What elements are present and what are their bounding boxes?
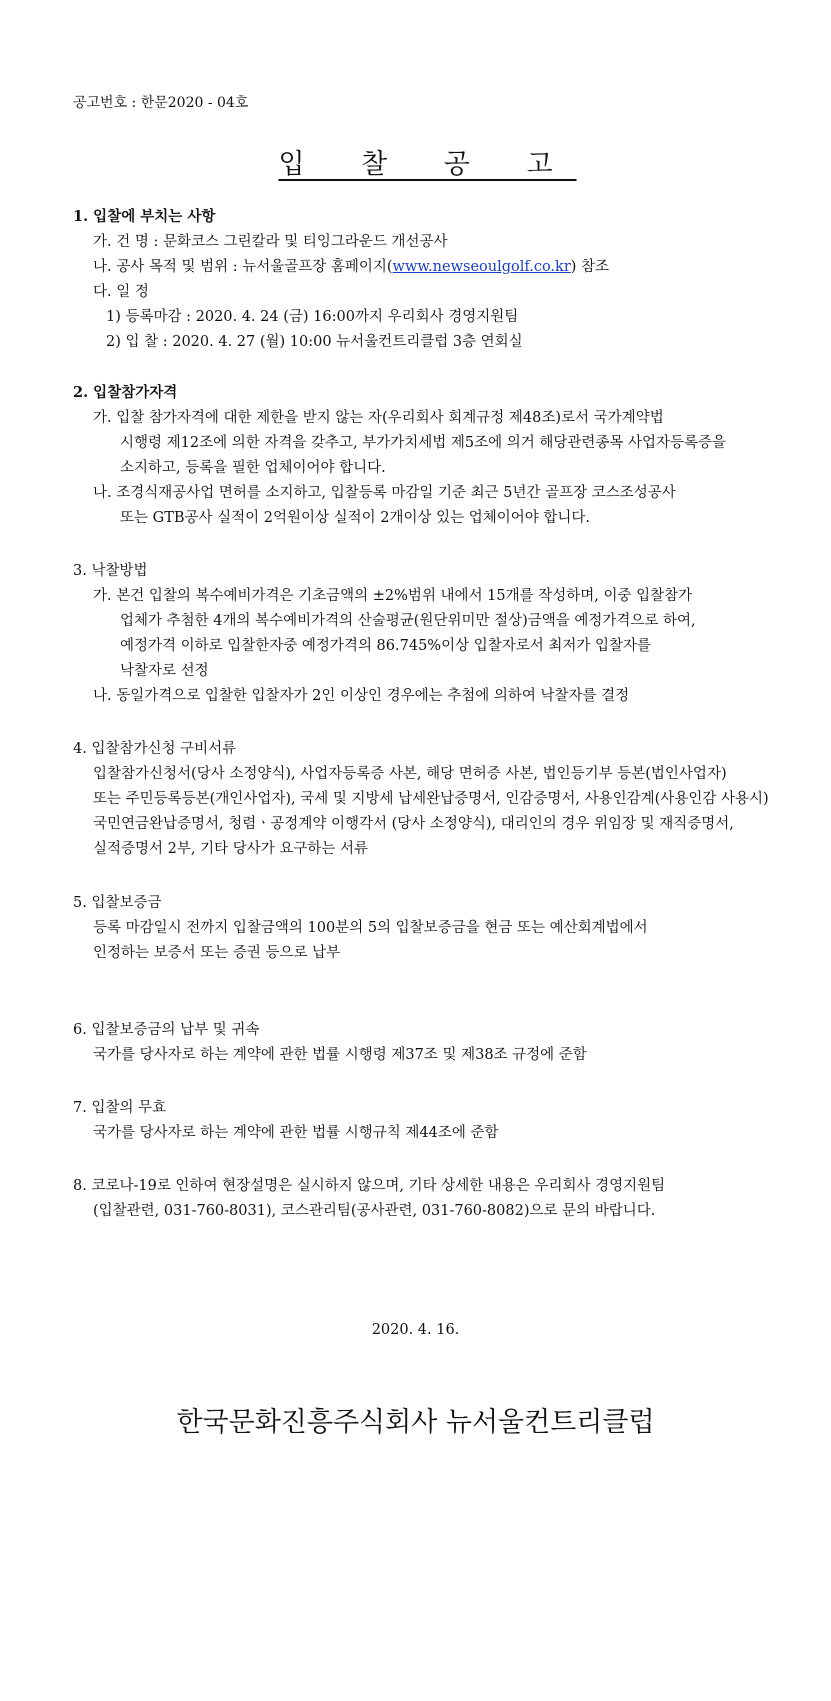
section-7-heading: 7. 입찰의 무효: [73, 1100, 167, 1116]
s1-item-c1: 1) 등록마감 : 2020. 4. 24 (금) 16:00까지 우리회사 경영지원팀: [106, 309, 519, 325]
s4-line3: 국민연금완납증명서, 청렴ㆍ공정계약 이행각서 (당사 소정양식), 대리인의 경우 위임장 및 재직증명서,: [93, 816, 734, 832]
s3-item-a-line4: 낙찰자로 선정: [120, 663, 209, 679]
s7-line1: 국가를 당사자로 하는 계약에 관한 법률 시행규칙 제44조에 준함: [93, 1125, 499, 1141]
homepage-link[interactable]: www.newseoulgolf.co.kr: [392, 259, 571, 275]
s6-line1: 국가를 당사자로 하는 계약에 관한 법률 시행령 제37조 및 제38조 규정에 준함: [93, 1047, 587, 1063]
s3-item-a-line1: 가. 본건 입찰의 복수예비가격은 기초금액의 ±2%범위 내에서 15개를 작성하며, 이중 입찰참가: [93, 588, 693, 604]
section-5-heading: 5. 입찰보증금: [73, 895, 162, 911]
s4-line4: 실적증명서 2부, 기타 당사가 요구하는 서류: [93, 841, 368, 857]
title-text: 입 찰 공 고: [278, 149, 577, 180]
s1-item-b: [93, 257, 609, 277]
s1-item-b-prefix: 나. 공사 목적 및 범위 : 뉴서울골프장 홈페이지(: [93, 259, 393, 275]
s1-item-c2: 2) 입 찰 : 2020. 4. 27 (월) 10:00 뉴서울컨트리클럽 3층 연회실: [106, 334, 523, 350]
company-name: 한국문화진흥주식회사 뉴서울컨트리클럽: [176, 1407, 655, 1438]
s5-line1: 등록 마감일시 전까지 입찰금액의 100분의 5의 입찰보증금을 현금 또는 예산회계법에서: [93, 920, 648, 936]
issue-date: 2020. 4. 16.: [371, 1322, 460, 1338]
section-2-heading: 2. 입찰참가자격: [73, 384, 178, 401]
s4-line1: 입찰참가신청서(당사 소정양식), 사업자등록증 사본, 해당 면허증 사본, 법인등기부 등본(법인사업자): [93, 766, 727, 782]
s3-item-a-line3: 예정가격 이하로 입찰한자중 예정가격의 86.745%이상 입찰자로서 최저가 입찰자를: [120, 638, 651, 654]
s1-item-a: 가. 건 명 : 문화코스 그린칼라 및 티잉그라운드 개선공사: [93, 234, 448, 250]
s5-line2: 인정하는 보증서 또는 증권 등으로 납부: [93, 945, 341, 961]
page-title: [0, 142, 831, 181]
section-3-heading: 3. 낙찰방법: [73, 563, 148, 579]
s2-item-a-line2: 시행령 제12조에 의한 자격을 갖추고, 부가가치세법 제5조에 의거 해당관련종목 사업자등록증을: [120, 435, 727, 451]
s1-item-c: 다. 일 정: [93, 284, 149, 300]
s2-item-a-line3: 소지하고, 등록을 필한 업체이어야 합니다.: [120, 460, 386, 476]
s2-item-a-line1: 가. 입찰 참가자격에 대한 제한을 받지 않는 자(우리회사 회계규정 제48조)로서 국가계약법: [93, 410, 664, 426]
section-4-heading: 4. 입찰참가신청 구비서류: [73, 741, 237, 757]
section-8-line1: 8. 코로나-19로 인하여 현장설명은 실시하지 않으며, 기타 상세한 내용은 우리회사 경영지원팀: [73, 1178, 666, 1194]
section-1-heading: 1. 입찰에 부치는 사항: [73, 208, 216, 225]
s2-item-b-line2: 또는 GTB공사 실적이 2억원이상 실적이 2개이상 있는 업체이어야 합니다.: [120, 510, 591, 526]
s1-item-b-suffix: ) 참조: [570, 259, 610, 275]
notice-number: 공고번호 : 한문2020 - 04호: [73, 95, 249, 111]
s3-item-a-line2: 업체가 추첨한 4개의 복수예비가격의 산술평균(원단위미만 절상)금액을 예정가격으로 하여,: [120, 613, 696, 629]
s4-line2: 또는 주민등록등본(개인사업자), 국세 및 지방세 납세완납증명서, 인감증명서, 사용인감계(사용인감 사용시): [93, 791, 769, 807]
section-6-heading: 6. 입찰보증금의 납부 및 귀속: [73, 1022, 260, 1038]
s3-item-b: 나. 동일가격으로 입찰한 입찰자가 2인 이상인 경우에는 추첨에 의하여 낙찰자를 결정: [93, 688, 630, 704]
section-8-line2: (입찰관련, 031-760-8031), 코스관리팀(공사관련, 031-760-8082)으로 문의 바랍니다.: [93, 1203, 656, 1219]
s2-item-b-line1: 나. 조경식재공사업 면허를 소지하고, 입찰등록 마감일 기준 최근 5년간 골프장 코스조성공사: [93, 485, 676, 501]
